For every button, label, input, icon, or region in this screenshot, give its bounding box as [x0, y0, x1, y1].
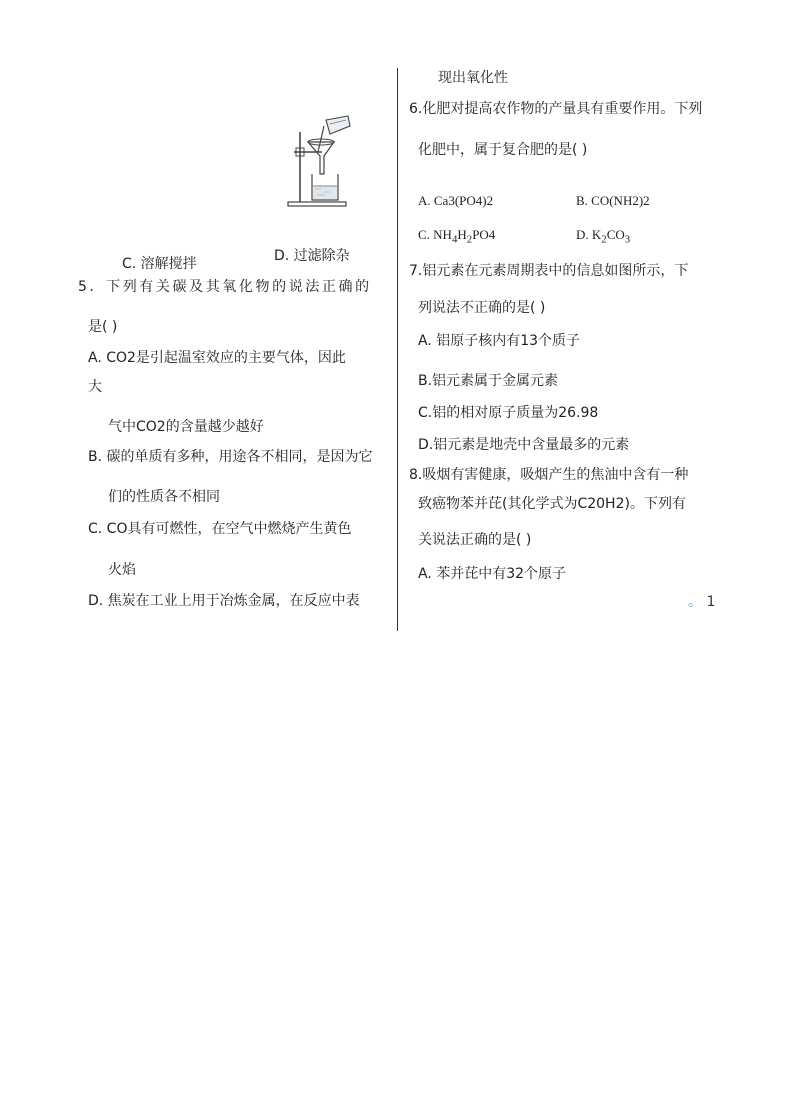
q6-option-a: A. Ca3(PO4)2: [418, 193, 494, 208]
q6-stem-line2: 化肥中，属于复合肥的是( ): [418, 142, 588, 158]
q5-stem-line1: 5．下列有关碳及其氧化物的说法正确的: [78, 279, 372, 295]
q8-stem-line1: 8.吸烟有害健康，吸烟产生的焦油中含有一种: [409, 467, 689, 483]
q6-option-d: D. $K_2CO_3$: [576, 227, 631, 246]
q8-stem-line3: 关说法正确的是( ): [418, 532, 532, 548]
q7-stem-line2: 列说法不正确的是( ): [418, 300, 546, 316]
q6-option-b: B. CO(NH2)2: [576, 193, 650, 208]
q4-option-d: D. 过滤除杂: [274, 248, 350, 264]
q7-option-c: C.铝的相对原子质量为26.98: [418, 405, 599, 421]
q4-option-c: C. 溶解搅拌: [122, 256, 197, 272]
q5-option-d-line1: D. 焦炭在工业上用于冶炼金属，在反应中表: [88, 593, 360, 609]
q6-option-c: C. $NH_4H_2PO4$: [418, 227, 496, 246]
q5-stem-line2: 是( ): [88, 319, 118, 335]
q7-option-d: D.铝元素是地壳中含量最多的元素: [418, 437, 630, 453]
page-dot: 。: [688, 594, 702, 610]
q5-option-b-line1: B. 碳的单质有多种，用途各不相同，是因为它: [88, 449, 373, 465]
q8-option-a: A. 苯并芘中有32个原子: [418, 566, 567, 582]
q6-stem-line1: 6.化肥对提高农作物的产量具有重要作用。下列: [409, 101, 703, 117]
q5-option-c-line2: 火焰: [108, 562, 136, 578]
q5-option-c-line1: C. CO具有可燃性，在空气中燃烧产生黄色: [88, 521, 352, 537]
q5-option-a-line1: A. CO2是引起温室效应的主要气体，因此: [88, 350, 346, 366]
page-number-value: 1: [706, 594, 716, 610]
page-number: [688, 593, 715, 611]
q5-option-a-line2: 大: [88, 379, 102, 395]
q7-option-b: B.铝元素属于金属元素: [418, 373, 559, 389]
q8-stem-line2: 致癌物苯并芘(其化学式为C20H2)。下列有: [418, 496, 686, 512]
filtration-apparatus-figure: [282, 112, 360, 212]
q7-stem-line1: 7.铝元素在元素周期表中的信息如图所示，下: [409, 263, 689, 279]
q5-option-d-continuation: 现出氧化性: [438, 70, 508, 86]
q5-option-b-line2: 们的性质各不相同: [108, 489, 220, 505]
q5-option-a-line3: 气中CO2的含量越少越好: [108, 419, 264, 435]
column-divider: [397, 68, 398, 631]
q7-option-a: A. 铝原子核内有13个质子: [418, 333, 581, 349]
